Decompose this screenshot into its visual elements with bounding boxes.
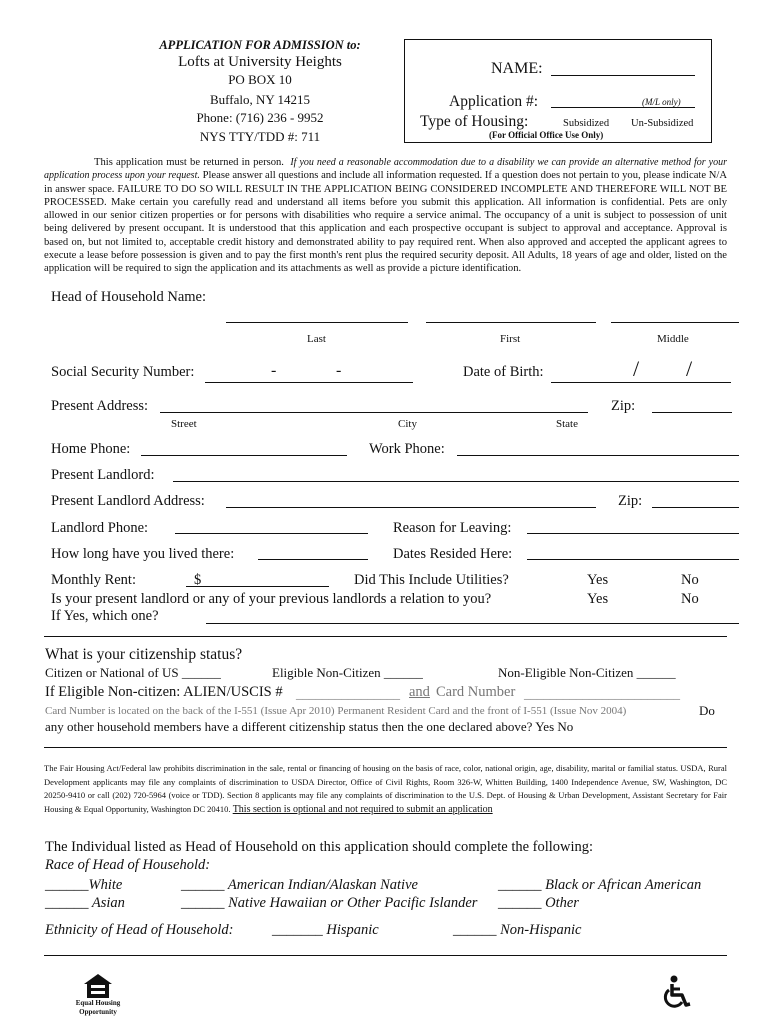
race-other-option[interactable]: ______ Other — [498, 895, 579, 911]
present-landlord-field[interactable] — [173, 481, 739, 482]
ssn-dash-1: - — [271, 362, 277, 379]
wheelchair-icon — [662, 975, 692, 1014]
subsidized-option[interactable]: Subsidized — [563, 118, 610, 129]
head-of-household-label: Head of Household Name: — [51, 289, 207, 305]
home-phone-field[interactable] — [141, 455, 347, 456]
utilities-no[interactable]: No — [681, 572, 699, 588]
office-use-note: (For Official Office Use Only) — [489, 130, 604, 140]
ml-only-note: (M/L only) — [642, 97, 681, 107]
present-landlord-label: Present Landlord: — [51, 467, 155, 483]
section-divider-2 — [44, 747, 727, 748]
reason-leaving-field[interactable] — [527, 533, 739, 534]
present-address-label: Present Address: — [51, 398, 149, 414]
section-divider-1 — [44, 636, 727, 637]
landlord-zip-label: Zip: — [618, 493, 643, 509]
race-label: Race of Head of Household: — [45, 857, 211, 873]
eho-text-2: Opportunity — [79, 1008, 117, 1016]
do-text: Do — [699, 703, 715, 718]
and-text: and — [409, 684, 430, 700]
dob-label: Date of Birth: — [463, 364, 544, 380]
how-long-field[interactable] — [258, 559, 368, 560]
property-phone: Phone: (716) 236 - 9952 — [196, 110, 324, 125]
demographics-intro: The Individual listed as Head of Household on this application should complete the following: — [45, 839, 594, 855]
first-name-field[interactable] — [426, 322, 596, 323]
unsubsidized-option[interactable]: Un-Subsidized — [631, 118, 694, 129]
relation-yes[interactable]: Yes — [587, 591, 609, 607]
ssn-label: Social Security Number: — [51, 364, 195, 380]
ethnicity-hispanic-option[interactable]: _______ Hispanic — [272, 922, 379, 938]
noneligible-noncitizen-option[interactable]: Non-Eligible Non-Citizen ______ — [498, 665, 676, 680]
fair-housing-text: The Fair Housing Act/Federal law prohibits discrimination in the sale, rental or financing of housing on the basis of race, color, national origin, age, disability, marital or familial status. USDA, Rural Development applicants may file any complaints of discrimination to USDA Director, Office of Civil Rights, Room 326-W, Whitten Building, 1400 Independence Avenue, SW, Washington, DC 20250-9410 or call (202) 720-5964 (voice or TDD). Section 8 applicants may file any complaints of discrimination to the U.S. Dept. of Housing & Urban Development, Assistant Secretary for Fair Housing & Equal Opportunity, Washington DC 20410. — [44, 763, 727, 814]
form-title: APPLICATION FOR ADMISSION to: — [159, 38, 361, 52]
optional-section-note: This section is optional and not required to submit an application — [232, 803, 493, 815]
race-asian-option[interactable]: ______ Asian — [45, 895, 125, 911]
household-citizenship-question: any other household members have a different citizenship status then the one declared above? Yes No — [45, 719, 574, 734]
eho-text-1: Equal Housing — [75, 999, 121, 1007]
monthly-rent-field[interactable] — [186, 586, 329, 587]
type-of-housing-label: Type of Housing: — [420, 113, 529, 130]
property-tty: NYS TTY/TDD #: 711 — [199, 129, 321, 144]
landlord-phone-label: Landlord Phone: — [51, 520, 149, 536]
name-label: NAME: — [491, 60, 543, 77]
race-black-option[interactable]: ______ Black or African American — [498, 877, 702, 893]
card-location-note: Card Number is located on the back of the I-551 (Issue Apr 2010) Permanent Resident Card and the front of I-551 (Issue Nov 2004) — [45, 705, 627, 717]
zip-field[interactable] — [652, 412, 732, 413]
landlord-zip-field[interactable] — [652, 507, 739, 508]
street-caption: Street — [171, 418, 197, 430]
race-amind-option[interactable]: ______ American Indian/Alaskan Native — [181, 877, 418, 893]
first-name-caption: First — [500, 333, 521, 345]
citizenship-question: What is your citizenship status? — [45, 646, 243, 663]
state-caption: State — [556, 418, 578, 430]
citizen-option[interactable]: Citizen or National of US ______ — [45, 665, 221, 680]
property-city: Buffalo, NY 14215 — [209, 92, 311, 107]
dates-resided-field[interactable] — [527, 559, 739, 560]
middle-name-caption: Middle — [657, 333, 689, 345]
section-divider-3 — [44, 955, 727, 956]
card-number-field[interactable]: ________________________ — [524, 686, 680, 701]
last-name-caption: Last — [307, 333, 326, 345]
home-phone-label: Home Phone: — [51, 441, 131, 457]
relation-no[interactable]: No — [681, 591, 699, 607]
monthly-rent-label: Monthly Rent: — [51, 572, 136, 588]
landlord-relation-question: Is your present landlord or any of your previous landlords a relation to you? — [51, 591, 492, 607]
dob-slash-2: / — [686, 356, 693, 381]
zip-label: Zip: — [611, 398, 636, 414]
eligible-noncitizen-option[interactable]: Eligible Non-Citizen ______ — [272, 665, 423, 680]
middle-name-field[interactable] — [611, 322, 739, 323]
dates-resided-label: Dates Resided Here: — [393, 546, 513, 562]
race-white-option[interactable]: ______White — [45, 877, 123, 893]
application-number-label: Application #: — [449, 93, 539, 110]
ssn-field[interactable] — [205, 382, 413, 383]
fair-housing-notice — [44, 762, 727, 816]
dob-field[interactable] — [551, 382, 731, 383]
application-number-field[interactable] — [551, 107, 695, 108]
landlord-address-label: Present Landlord Address: — [51, 493, 205, 509]
how-long-label: How long have you lived there: — [51, 546, 235, 562]
landlord-address-field[interactable] — [226, 507, 596, 508]
utilities-question: Did This Include Utilities? — [354, 572, 509, 588]
property-name: Lofts at University Heights — [178, 54, 342, 70]
card-number-label: Card Number — [436, 684, 516, 700]
alien-uscis-label: If Eligible Non-citizen: ALIEN/USCIS # — [45, 684, 283, 700]
race-hawaiian-option[interactable]: ______ Native Hawaiian or Other Pacific Islander — [181, 895, 478, 911]
if-yes-label: If Yes, which one? — [51, 608, 159, 624]
ethnicity-label: Ethnicity of Head of Household: — [45, 922, 234, 938]
instructions-lead: This application must be returned in person. — [94, 157, 284, 168]
property-po-box: PO BOX 10 — [228, 72, 292, 87]
work-phone-label: Work Phone: — [369, 441, 445, 457]
present-address-field[interactable] — [160, 412, 588, 413]
if-yes-field[interactable] — [206, 623, 739, 624]
landlord-phone-field[interactable] — [175, 533, 368, 534]
instructions-paragraph — [44, 156, 727, 276]
rent-dollar-sign: $ — [194, 572, 202, 588]
dob-slash-1: / — [633, 356, 640, 381]
instructions-body: Please answer all questions and include all information requested. If a question does not pertain to you, please indicate N/A in answer space. FAILURE TO DO SO WILL RESULT IN THE APPLICATION BEING CONSIDERED INCOMPLETE AND THEREFORE WILL NOT BE PROCESSED. Make certain you carefully read and understand all items before you submit this application. All information is confidential. Pets are only allowed in our senior citizen properties or for persons with disabilities who require a service animal. The occupancy of a unit is subject to possession of unit being delivered by present occupant. It is understood that this application and each prospective occupant is subject to approval and acceptance. Approval is based on, but not limited to, acceptable credit history and demonstrated ability to pay required rent. When also approved and accepted the applicant agrees to execute a lease before possession is given and to pay the first month's rent plus the required security deposit. All Adults, 18 years of age and older, listed on the application will be required to sign the application and its attachments as well as provide a picture identification. — [44, 170, 727, 275]
city-caption: City — [398, 418, 417, 430]
name-field[interactable] — [551, 75, 695, 76]
utilities-yes[interactable]: Yes — [587, 572, 609, 588]
reason-leaving-label: Reason for Leaving: — [393, 520, 512, 536]
last-name-field[interactable] — [226, 322, 408, 323]
work-phone-field[interactable] — [457, 455, 739, 456]
accommodation-note: If you need a reasonable accommodation due to a disability we can provide an alternative method for your application process upon your request. — [44, 157, 727, 182]
alien-uscis-field[interactable]: ________________ — [296, 686, 400, 701]
ssn-dash-2: - — [336, 362, 342, 379]
ethnicity-nonhispanic-option[interactable]: ______ Non-Hispanic — [453, 922, 582, 938]
